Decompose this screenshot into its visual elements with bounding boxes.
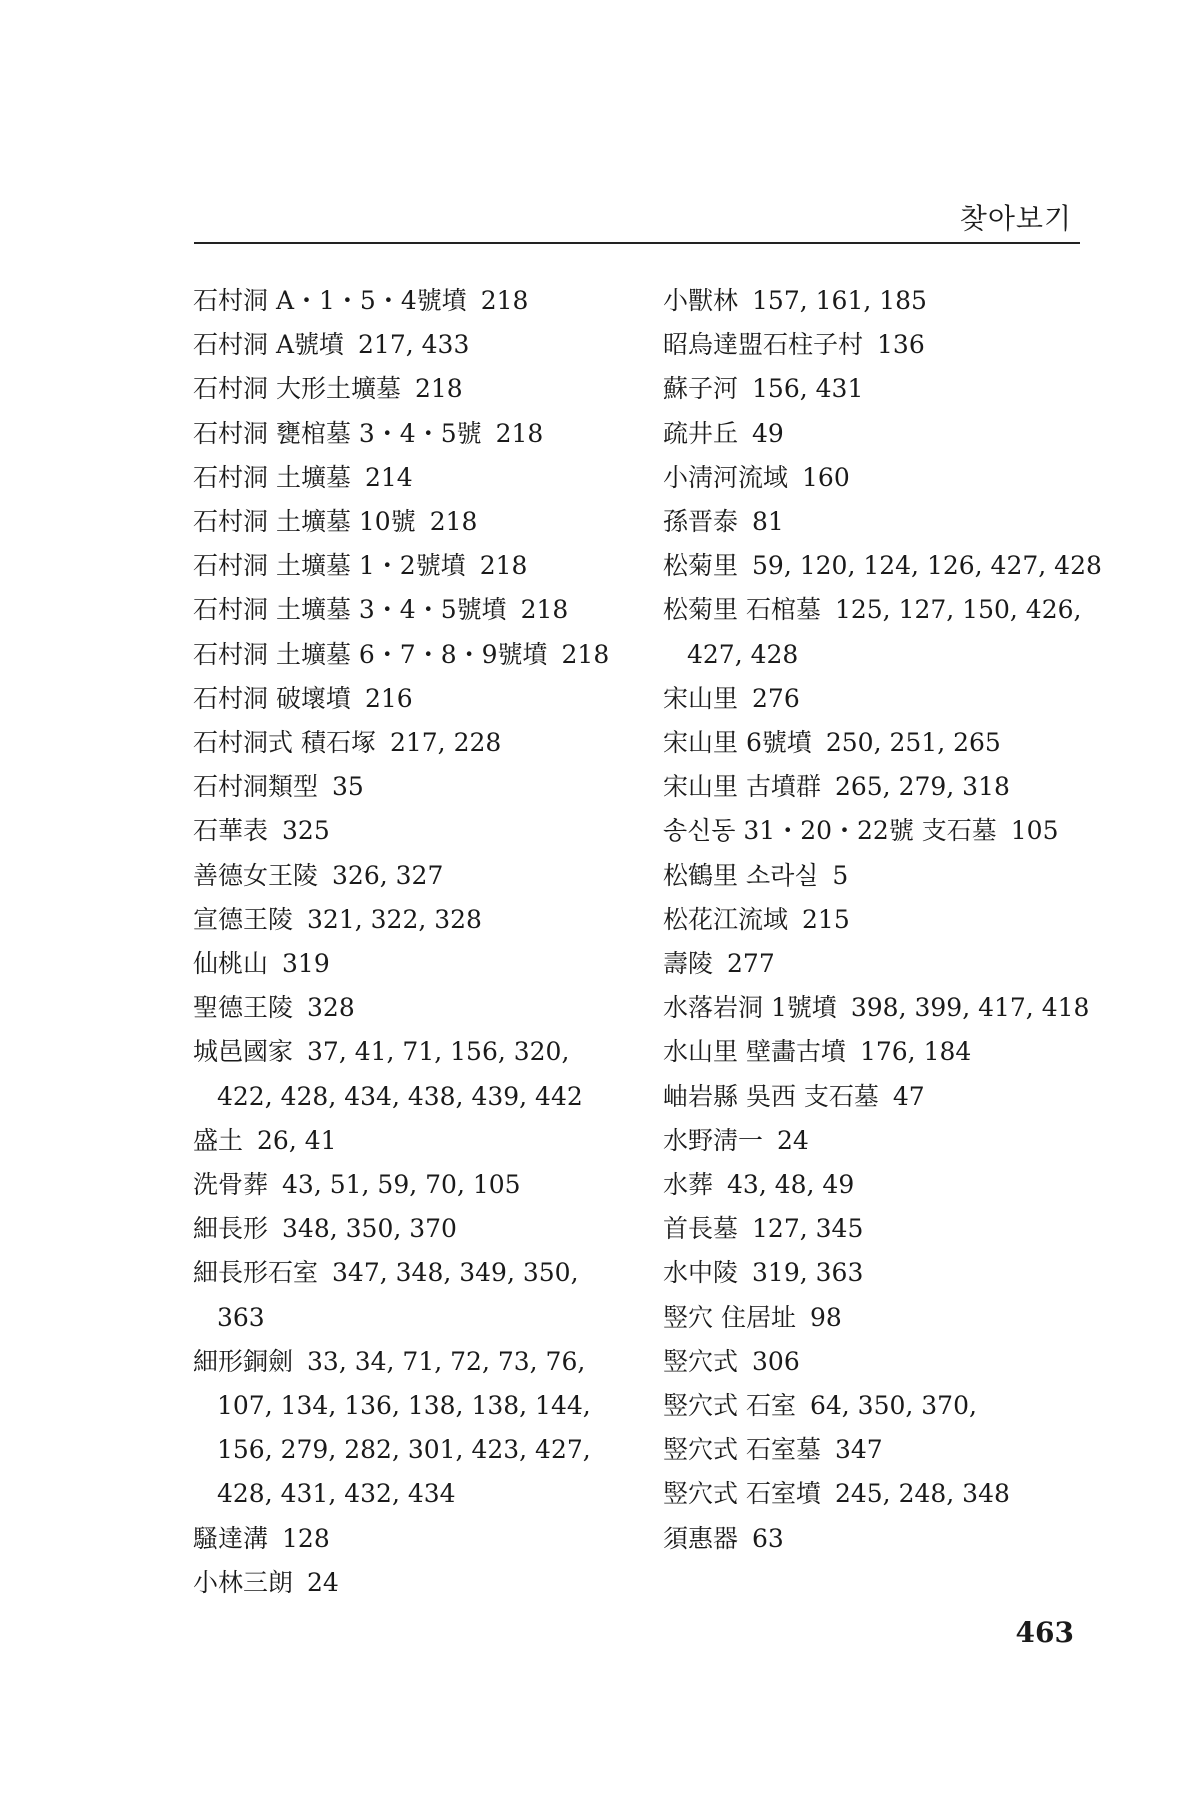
index-entry	[663, 1119, 1103, 1163]
page-number: 463	[1015, 1616, 1074, 1649]
index-term: 松菊里	[663, 551, 739, 581]
index-entry	[663, 854, 1103, 898]
index-term: 竪穴式 石室	[663, 1391, 796, 1421]
index-page-refs: 176, 184	[859, 1037, 972, 1067]
index-entry	[663, 809, 1103, 853]
index-page-refs: 218	[429, 507, 478, 537]
index-entry	[193, 1251, 633, 1339]
index-term: 蘇子河	[663, 374, 739, 404]
index-term: 石村洞 土壙墓 3・4・5號墳	[193, 595, 507, 625]
index-term: 水葬	[663, 1170, 714, 1200]
index-entry	[663, 1075, 1103, 1119]
index-entry	[663, 1207, 1103, 1251]
index-page-refs: 319	[282, 949, 330, 979]
index-term: 石村洞 土壙墓 10號	[193, 507, 416, 537]
index-term: 石村洞 大形土壙墓	[193, 374, 401, 404]
index-entry	[193, 279, 633, 323]
index-term: 竪穴式	[663, 1346, 739, 1376]
index-entry	[663, 1428, 1103, 1472]
index-page-refs: 218	[495, 418, 544, 448]
index-page-refs: 277	[727, 949, 775, 979]
index-entry	[663, 588, 1103, 676]
index-entry	[663, 1472, 1103, 1516]
index-term: 小淸河流域	[663, 462, 789, 492]
index-page-refs: 250, 251, 265	[825, 728, 1001, 758]
index-page-refs: 347, 348, 349, 350, 363	[217, 1258, 579, 1332]
index-page-refs: 157, 161, 185	[752, 286, 927, 315]
index-page-refs: 35	[332, 772, 364, 802]
index-page-refs: 33, 34, 71, 72, 73, 76, 107, 134, 136, 138, 138, 144, 156, 279, 282, 301, 423, 427, 428, 431, 432, 434	[217, 1346, 591, 1509]
index-entry	[193, 854, 633, 898]
index-page-refs: 348, 350, 370	[282, 1214, 457, 1244]
index-term: 石村洞 甕棺墓 3・4・5號	[193, 418, 482, 448]
index-entry	[663, 1517, 1103, 1561]
index-entry	[663, 677, 1103, 721]
index-term: 細長形	[193, 1214, 269, 1244]
index-term: 洗骨葬	[193, 1170, 269, 1200]
index-term: 竪穴式 石室墳	[663, 1479, 821, 1509]
index-entry	[193, 721, 633, 765]
index-entry	[663, 323, 1103, 367]
index-term: 水落岩洞 1號墳	[663, 993, 837, 1023]
index-page-refs: 218	[479, 551, 528, 581]
index-page-refs: 24	[307, 1567, 339, 1597]
index-entry	[193, 1207, 633, 1251]
index-entry	[193, 942, 633, 986]
index-page-refs: 125, 127, 150, 426, 427, 428	[687, 595, 1082, 669]
index-entry	[193, 986, 633, 1030]
index-term: 石村洞式 積石塚	[193, 728, 376, 758]
index-page-refs: 319, 363	[752, 1258, 864, 1288]
index-page-refs: 81	[752, 507, 784, 537]
index-term: 細長形石室	[193, 1258, 319, 1288]
index-entry	[663, 1296, 1103, 1340]
index-entry	[193, 1030, 633, 1118]
index-term: 宋山里 6號墳	[663, 728, 812, 758]
index-entry	[663, 1163, 1103, 1207]
index-page-refs: 43, 51, 59, 70, 105	[282, 1170, 521, 1200]
index-entry	[193, 1163, 633, 1207]
index-page-refs: 276	[752, 683, 800, 713]
index-term: 松鶴里 소라실	[663, 860, 819, 890]
index-entry	[193, 765, 633, 809]
index-page-refs: 218	[561, 639, 610, 669]
index-page-refs: 128	[282, 1523, 330, 1553]
index-term: 松菊里 石棺墓	[663, 595, 821, 625]
index-page-refs: 136	[877, 330, 925, 360]
index-entry	[193, 588, 633, 632]
index-term: 善德女王陵	[193, 860, 319, 890]
index-term: 松花江流域	[663, 904, 789, 934]
index-page-refs: 127, 345	[752, 1214, 864, 1244]
index-page-refs: 5	[832, 860, 849, 890]
index-page-refs: 214	[364, 462, 413, 492]
index-page-refs: 326, 327	[332, 860, 444, 890]
index-entry	[663, 456, 1103, 500]
index-page-refs: 218	[520, 595, 569, 625]
index-entry	[193, 1340, 633, 1517]
index-term: 石村洞 土壙墓 1・2號墳	[193, 551, 466, 581]
index-entry	[663, 1384, 1103, 1428]
index-term: 宣德王陵	[193, 904, 294, 934]
index-term: 盛土	[193, 1125, 244, 1155]
index-entry	[193, 323, 633, 367]
index-term: 須惠器	[663, 1523, 739, 1553]
index-page-refs: 24	[777, 1125, 809, 1155]
index-term: 宋山里	[663, 683, 739, 713]
index-term: 疏井丘	[663, 418, 739, 448]
index-term: 昭烏達盟石柱子村	[663, 330, 864, 360]
index-entry	[193, 677, 633, 721]
index-entry	[663, 765, 1103, 809]
index-page-refs: 218	[480, 286, 529, 315]
index-page-refs: 47	[892, 1081, 925, 1111]
index-term: 石村洞 土壙墓	[193, 462, 351, 492]
index-page-refs: 160	[802, 462, 850, 492]
index-entry	[663, 721, 1103, 765]
index-entry	[193, 1561, 633, 1605]
index-column-right	[663, 279, 1103, 1561]
index-term: 송신동 31・20・22號 支石墓	[663, 816, 997, 846]
index-entry	[193, 1119, 633, 1163]
index-entry	[663, 1251, 1103, 1295]
index-term: 石村洞 土壙墓 6・7・8・9號墳	[193, 639, 548, 669]
index-entry	[663, 279, 1103, 323]
index-entry	[193, 456, 633, 500]
index-page-refs: 156, 431	[752, 374, 864, 404]
index-term: 岫岩縣 吳西 支石墓	[663, 1081, 879, 1111]
index-entry	[193, 412, 633, 456]
index-page-refs: 306	[752, 1346, 800, 1376]
index-page-refs: 218	[414, 374, 463, 404]
index-page-refs: 105	[1010, 816, 1059, 846]
index-page-refs: 59, 120, 124, 126, 427, 428	[752, 551, 1102, 581]
index-entry	[193, 500, 633, 544]
running-header-title: 찾아보기	[959, 202, 1072, 235]
index-entry	[663, 500, 1103, 544]
index-page-refs: 398, 399, 417, 418	[850, 993, 1090, 1023]
index-page-refs: 328	[307, 993, 355, 1023]
index-page-refs: 63	[752, 1523, 784, 1553]
index-entry	[663, 986, 1103, 1030]
index-page-refs: 347	[834, 1435, 883, 1465]
header-rule	[194, 242, 1080, 244]
index-term: 聖德王陵	[193, 993, 294, 1023]
index-entry	[663, 1030, 1103, 1074]
index-term: 石村洞 A・1・5・4號墳	[193, 286, 467, 315]
index-term: 石村洞 破壞墳	[193, 683, 351, 713]
index-page-refs: 49	[752, 418, 784, 448]
index-page-refs: 216	[364, 683, 413, 713]
index-term: 城邑國家	[193, 1037, 294, 1067]
index-term: 細形銅劍	[193, 1346, 294, 1376]
index-term: 小林三朗	[193, 1567, 294, 1597]
index-entry	[663, 898, 1103, 942]
index-entry	[663, 412, 1103, 456]
index-entry	[663, 942, 1103, 986]
index-term: 小獸林	[663, 286, 739, 315]
index-page-refs: 217, 433	[358, 330, 470, 360]
index-page-refs: 321, 322, 328	[307, 904, 482, 934]
index-term: 水山里 壁畵古墳	[663, 1037, 846, 1067]
index-entry	[663, 367, 1103, 411]
index-column-left	[193, 279, 633, 1605]
index-term: 石村洞 A號墳	[193, 330, 345, 360]
index-page-refs: 325	[282, 816, 330, 846]
index-term: 水野淸一	[663, 1125, 764, 1155]
index-page-refs: 265, 279, 318	[834, 772, 1010, 802]
index-term: 石村洞類型	[193, 772, 319, 802]
index-entry	[193, 898, 633, 942]
index-page-refs: 43, 48, 49	[727, 1170, 855, 1200]
index-term: 宋山里 古墳群	[663, 772, 821, 802]
index-entry	[193, 1517, 633, 1561]
index-entry	[193, 633, 633, 677]
index-term: 仙桃山	[193, 949, 269, 979]
index-page-refs: 37, 41, 71, 156, 320, 422, 428, 434, 438, 439, 442	[217, 1037, 583, 1111]
index-page-refs: 245, 248, 348	[834, 1479, 1010, 1509]
index-page-refs: 98	[809, 1302, 842, 1332]
index-term: 水中陵	[663, 1258, 739, 1288]
index-entry	[663, 544, 1103, 588]
index-term: 石華表	[193, 816, 269, 846]
index-entry	[193, 809, 633, 853]
index-page-refs: 26, 41	[257, 1125, 337, 1155]
index-entry	[193, 544, 633, 588]
index-entry	[663, 1340, 1103, 1384]
index-entry	[193, 367, 633, 411]
index-term: 騷達溝	[193, 1523, 269, 1553]
index-term: 竪穴 住居址	[663, 1302, 796, 1332]
index-term: 首長墓	[663, 1214, 739, 1244]
index-term: 孫晋泰	[663, 507, 739, 537]
index-term: 竪穴式 石室墓	[663, 1435, 821, 1465]
index-term: 壽陵	[663, 949, 714, 979]
index-page-refs: 64, 350, 370,	[809, 1391, 977, 1421]
index-page-refs: 215	[802, 904, 850, 934]
index-page-refs: 217, 228	[389, 728, 502, 758]
